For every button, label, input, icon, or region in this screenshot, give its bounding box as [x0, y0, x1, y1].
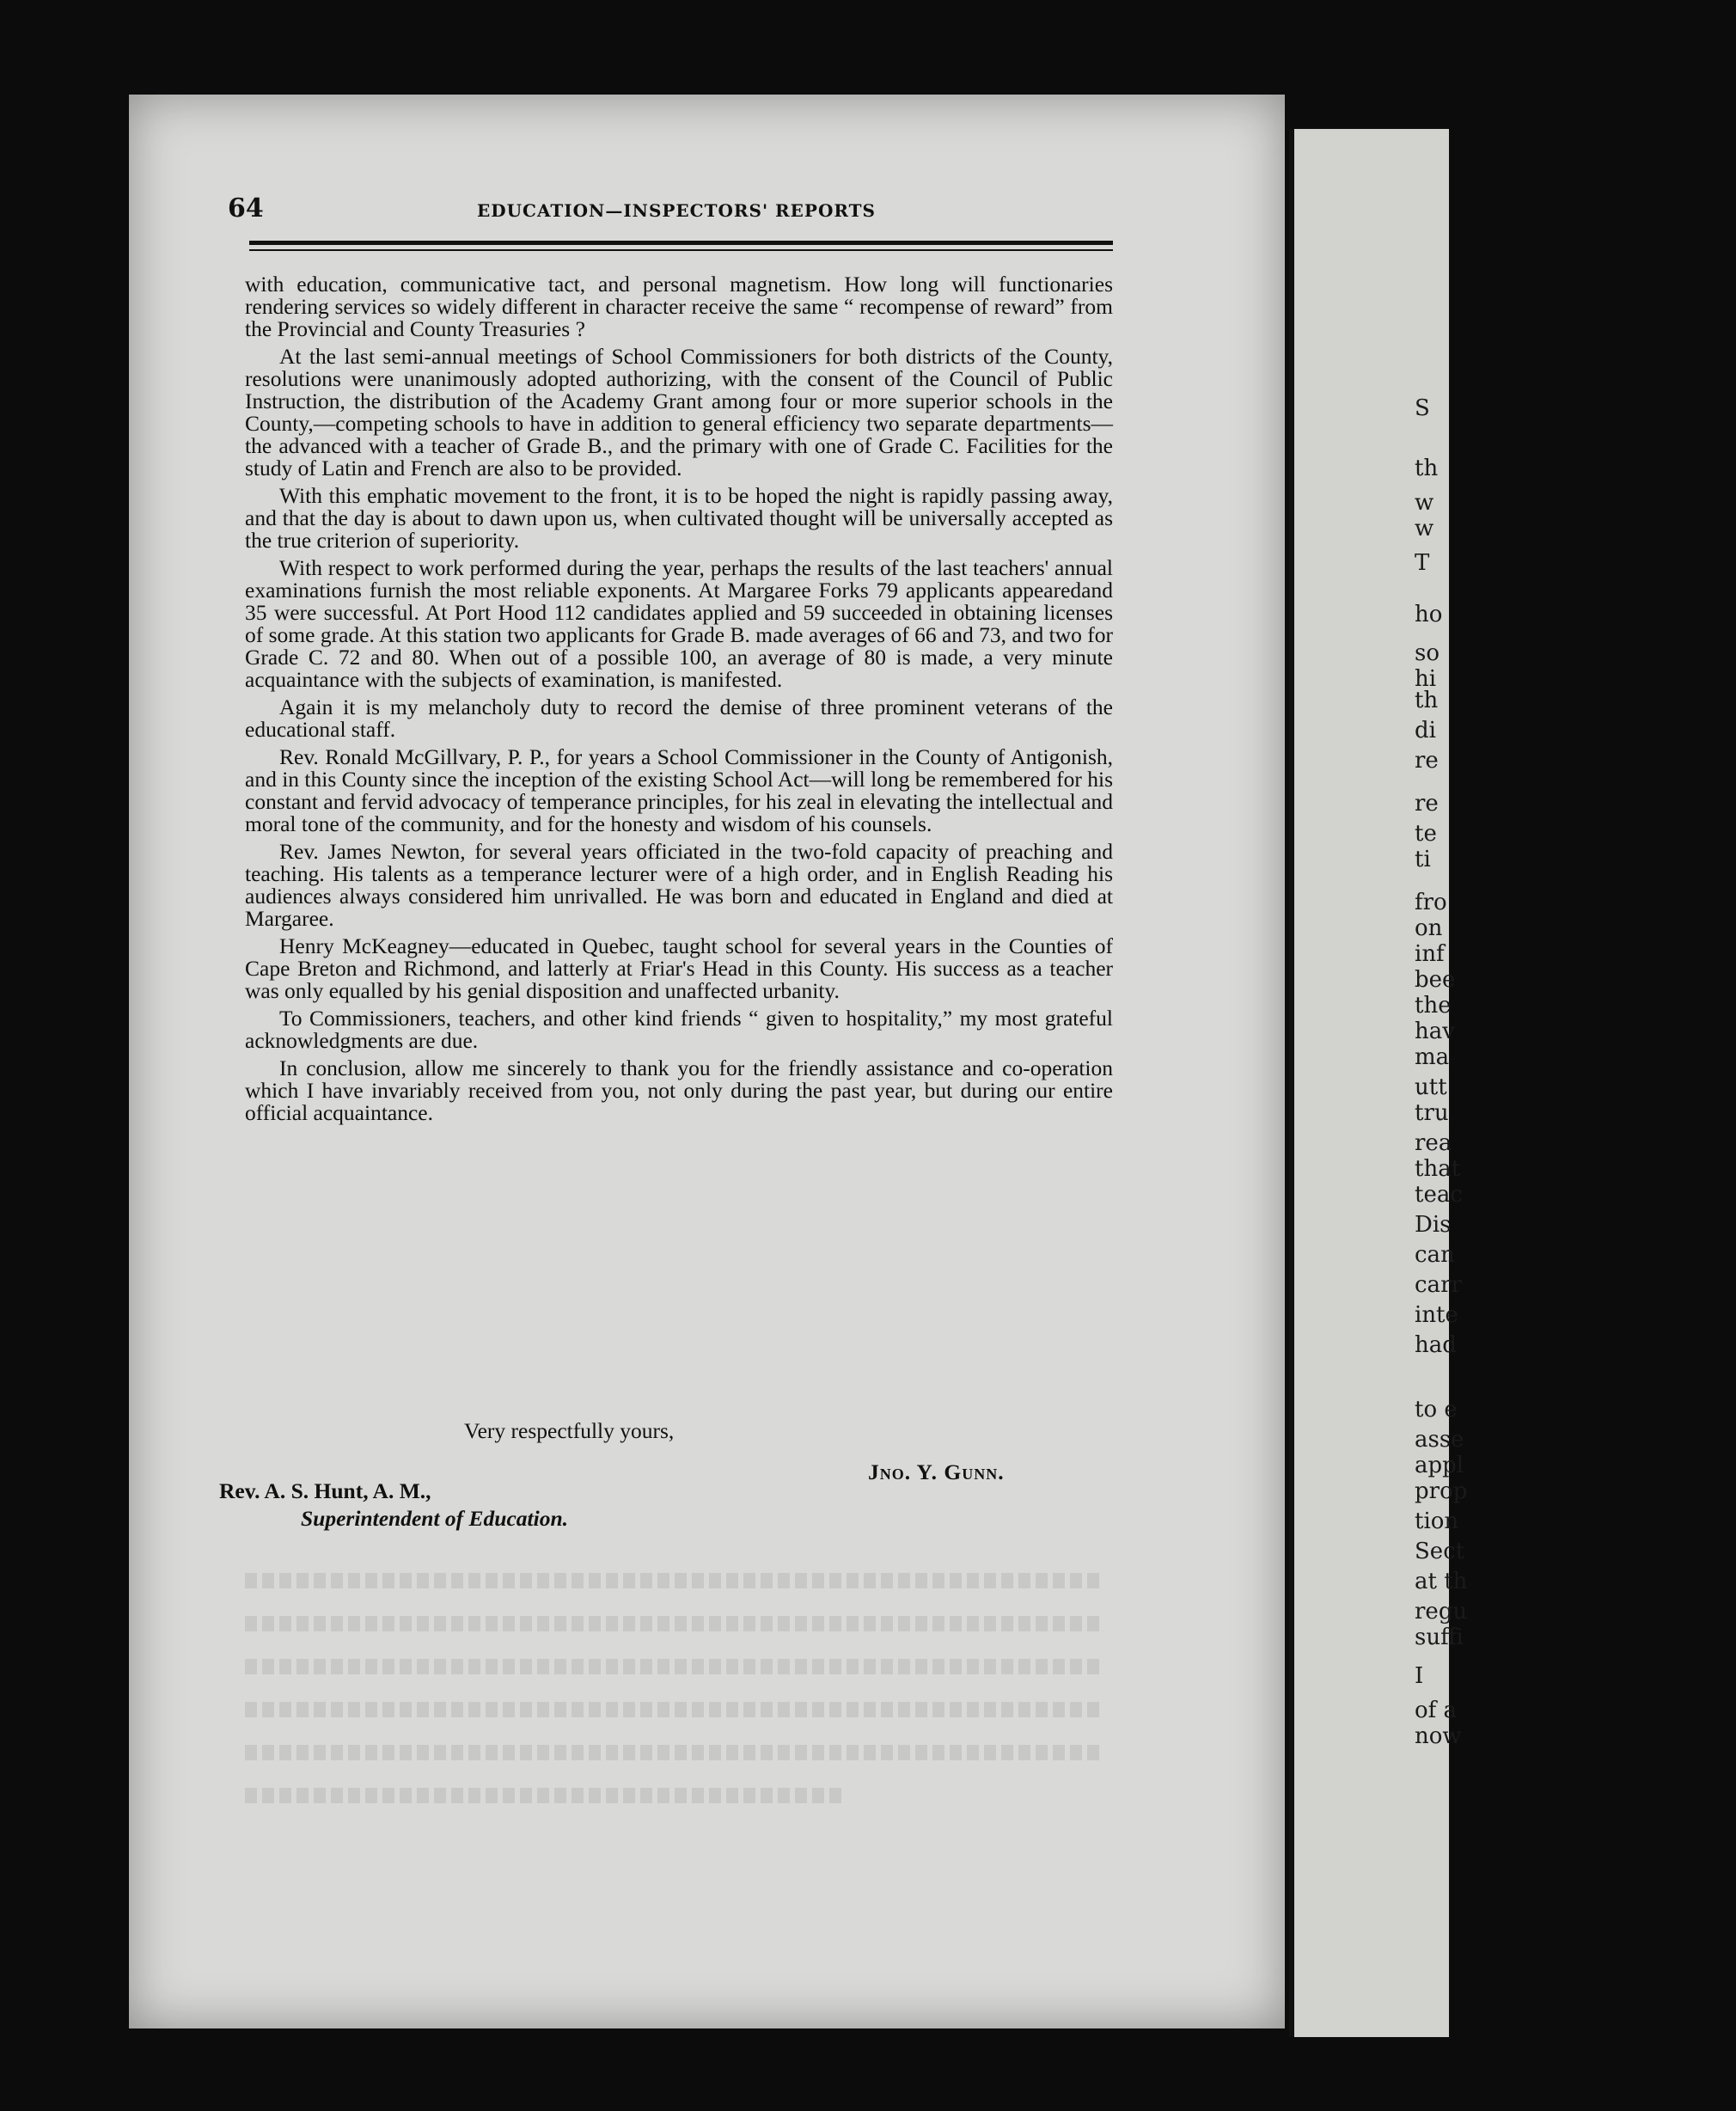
right-page-fragment: now [1415, 1723, 1462, 1749]
right-page-fragment: appl [1415, 1453, 1464, 1478]
paragraph: With this emphatic movement to the front, it is to be hoped the night is rapidly passing away, and that the day is about to dawn upon us, when cultivated thought will be universally accepted as the true criterion of superiority. [245, 483, 1113, 553]
right-page-fragment: S [1415, 395, 1430, 421]
running-head: EDUCATION—INSPECTORS' REPORTS [477, 200, 876, 221]
right-page-fragment: utt [1415, 1074, 1447, 1100]
paragraph: Rev. James Newton, for several years officiated in the two-fold capacity of preaching and teaching. His talents as a temperance lecturer were of a high order, and in English Reading his audiences always considered him unrivalled. He was born and educated in England and died at Margaree. [245, 839, 1113, 931]
right-page-fragment: T [1415, 550, 1430, 576]
right-page-fragment: ti [1415, 847, 1431, 872]
valediction: Very respectfully yours, [464, 1418, 675, 1443]
right-page-fragment: th [1415, 456, 1439, 481]
paragraph: At the last semi-annual meetings of School Commissioners for both districts of the County, resolutions were unanimously adopted authorizing, with the consent of the Council of Public Instruction, the distribution of the Academy Grant among four or more superior schools in the County,—competing schools to have in addition to general efficiency two separate departments—the advanced with a teacher of Grade B., and the primary with one of Grade C. Facilities for the study of Latin and French are also to be provided. [245, 344, 1113, 480]
right-page-fragment: hi [1415, 666, 1437, 692]
bleed-through [245, 1616, 1104, 1631]
signature: Jno. Y. Gunn. [868, 1459, 1005, 1484]
right-page-fragment: at th [1415, 1569, 1468, 1594]
page-number: 64 [228, 193, 264, 223]
page-header [228, 193, 1113, 228]
paragraph: Henry McKeagney—educated in Quebec, taught school for several years in the Counties of Cape Breton and Richmond, and latterly at Friar's Head in this County. His success as a teacher was only equalled by his genial disposition and unaffected urbanity. [245, 933, 1113, 1003]
right-page-fragment: so [1415, 640, 1440, 666]
bleed-through [245, 1573, 1104, 1588]
paragraph: In conclusion, allow me sincerely to thank you for the friendly assistance and co-operation which I have invariably received from you, not only during the past year, but during our entire official acquaintance. [245, 1056, 1113, 1125]
paragraph: With respect to work performed during the year, perhaps the results of the last teachers' annual examinations furnish the most reliable exponents. At Margaree Forks 79 applicants appearedand 35 were successful. At Port Hood 112 candidates applied and 59 succeeded in obtaining licenses of some grade. At this station two applicants for Grade B. made averages of 66 and 73, and two for Grade C. 72 and 80. When out of a possible 100, an average of 80 is made, a very minute acquaintance with the subjects of examination, is manifested. [245, 555, 1113, 692]
right-page-fragment: re [1415, 791, 1439, 817]
bleed-through [245, 1702, 1104, 1717]
right-page-fragment: asse [1415, 1427, 1464, 1453]
right-page-fragment: re [1415, 748, 1439, 774]
right-page-fragment: can [1415, 1242, 1455, 1268]
right-page-fragment: carr [1415, 1272, 1462, 1298]
paragraph: To Commissioners, teachers, and other kind friends “ given to hospitality,” my most grateful acknowledgments are due. [245, 1006, 1113, 1053]
header-rule-thin [249, 249, 1113, 251]
right-page-fragment: Sect [1415, 1539, 1465, 1564]
right-page-fragment: inte [1415, 1302, 1458, 1328]
right-page-fragment: that [1415, 1156, 1461, 1182]
bleed-through [245, 1745, 1104, 1760]
right-page-fragment: rea [1415, 1130, 1452, 1156]
right-page-fragment: had [1415, 1332, 1457, 1358]
right-page-fragment: bee [1415, 967, 1456, 993]
right-page-fragment: w [1415, 490, 1434, 516]
right-page-fragment: teac [1415, 1182, 1463, 1208]
paragraph: with education, communicative tact, and personal magnetism. How long will functionaries rendering services so widely different in character receive the same “ recompense of reward” from the Provincial and County Treasuries ? [245, 272, 1113, 341]
right-page-fragment: on [1415, 915, 1443, 941]
right-page-fragment: th [1415, 688, 1439, 713]
page-right-edge [1289, 129, 1468, 2037]
right-page-fragment: suffi [1415, 1625, 1464, 1650]
right-page-fragment: fro [1415, 890, 1447, 915]
right-page-fragment: to e [1415, 1397, 1458, 1423]
right-page-fragment: I [1415, 1663, 1424, 1689]
bleed-through [245, 1788, 847, 1803]
paragraph: Rev. Ronald McGillvary, P. P., for years a School Commissioner in the County of Antigonish, and in this County since the inception of the existing School Act—will long be remembered for his constant and fervid advocacy of temperance principles, for his zeal in elevating the intellectual and moral tone of the community, and for the honesty and wisdom of his counsels. [245, 744, 1113, 836]
right-page-fragment: te [1415, 821, 1437, 847]
right-page-fragment: ho [1415, 602, 1443, 627]
right-page-fragment: Dis [1415, 1212, 1452, 1238]
right-page-fragment: hav [1415, 1019, 1455, 1044]
header-rule-thick [249, 241, 1113, 245]
bleed-through [245, 1659, 1104, 1674]
right-page-fragment: regu [1415, 1599, 1468, 1625]
paragraph: Again it is my melancholy duty to record the demise of three prominent veterans of the educational staff. [245, 694, 1113, 742]
right-page-fragment: prop [1415, 1478, 1468, 1504]
right-page-fragment: inf [1415, 941, 1445, 967]
addressee-title: Superintendent of Education. [301, 1506, 569, 1531]
addressee: Rev. A. S. Hunt, A. M., [219, 1478, 431, 1503]
report-body [245, 273, 1113, 1129]
right-page-fragment: di [1415, 718, 1436, 743]
right-page-fragment: ma [1415, 1044, 1450, 1070]
right-page-fragment: of a [1415, 1698, 1458, 1723]
right-page-fragment: the [1415, 993, 1452, 1019]
right-page-fragment: tion [1415, 1508, 1459, 1534]
right-page-fragment: w [1415, 516, 1434, 542]
right-page-fragment: tru [1415, 1100, 1449, 1126]
